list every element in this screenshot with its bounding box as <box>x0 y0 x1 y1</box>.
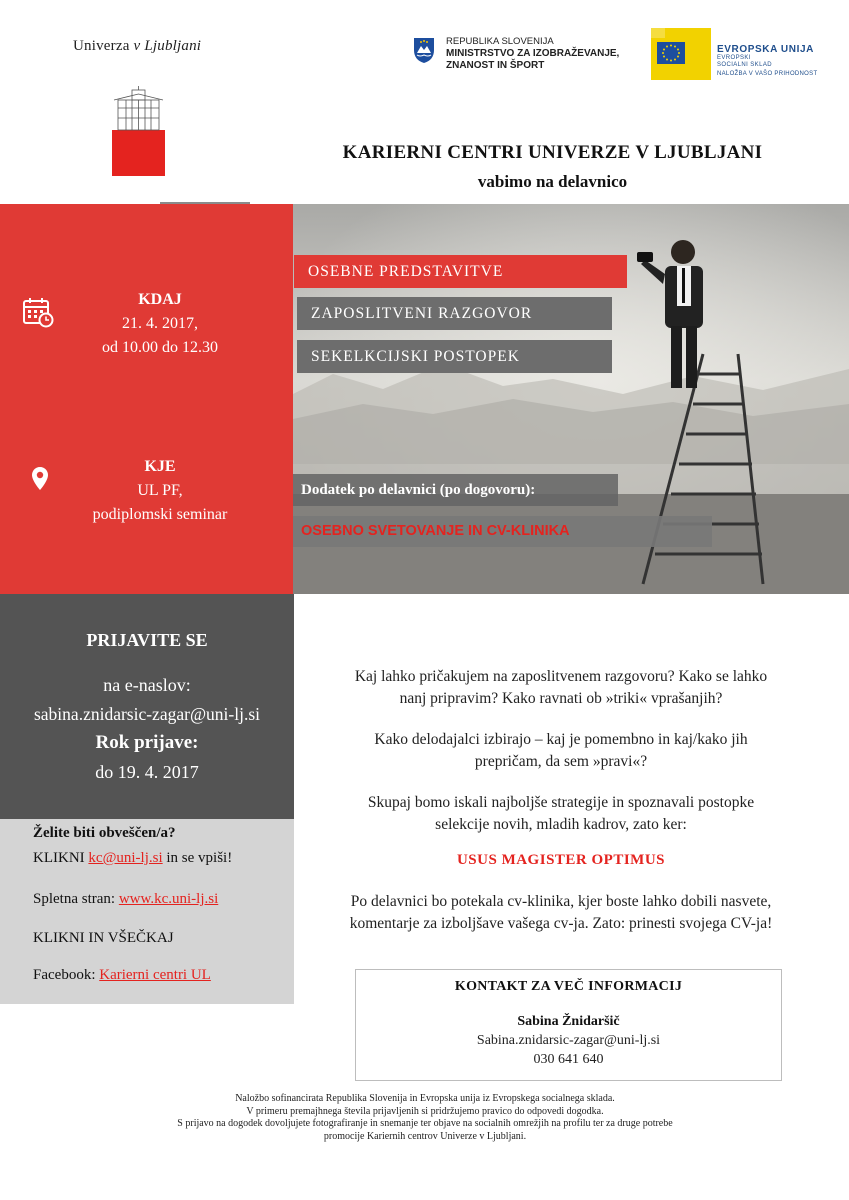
motto: USUS MAGISTER OPTIMUS <box>456 852 666 868</box>
where-room: podiplomski seminar <box>92 506 228 523</box>
event-where <box>60 455 260 523</box>
footer-notes <box>80 1093 770 1143</box>
newsletter-question: Želite biti obveščen/a? <box>33 825 176 841</box>
paragraph-2-line-2: prepričam, da sem »pravi«? <box>474 753 648 770</box>
university-logo <box>112 86 165 176</box>
website-line <box>33 891 218 908</box>
page-subtitle: vabimo na delavnico <box>477 172 628 191</box>
paragraph-1 <box>316 666 806 710</box>
footer-line-3: S prijavo na dogodek dovoljujete fotografiranje in snemanje ter objave na socialnih omrežjih na profilu ter za druge potrebe <box>177 1118 673 1129</box>
registration-email-label: na e-naslov: <box>103 675 191 695</box>
ministry-line-1: REPUBLIKA SLOVENIJA <box>446 36 554 47</box>
facebook-line <box>33 967 211 984</box>
deadline-date: do 19. 4. 2017 <box>95 762 199 782</box>
topic-1: OSEBNE PREDSTAVITVE <box>294 255 627 288</box>
newsletter-email-link[interactable]: kc@uni-lj.si <box>88 850 163 866</box>
addon-value: OSEBNO SVETOVANJE IN CV-KLINIKA <box>293 516 712 547</box>
paragraph-3 <box>316 792 806 836</box>
addon-label: Dodatek po delavnici (po dogovoru): <box>293 474 618 506</box>
contact-email[interactable]: Sabina.znidarsic-zagar@uni-lj.si <box>476 1033 661 1048</box>
contact-title: KONTAKT ZA VEČ INFORMACIJ <box>454 979 683 994</box>
calendar-icon <box>22 296 54 328</box>
paragraph-2 <box>316 729 806 773</box>
contact-box <box>355 969 782 1081</box>
paragraph-4-line-1: Po delavnici bo potekala cv-klinika, kjer boste lahko dobili nasvete, <box>350 893 772 910</box>
slovenia-coat-of-arms-icon <box>412 36 436 64</box>
eu-line-3: SOCIALNI SKLAD <box>717 62 772 68</box>
ministry-logo-block <box>412 36 619 72</box>
event-info-panel <box>0 204 293 594</box>
footer-line-1: Naložbo sofinancirata Republika Slovenija in Evropska unija iz Evropskega socialnega sklada. <box>235 1093 615 1104</box>
paragraph-2-line-1: Kako delodajalci izbirajo – kaj je pomembno in kaj/kako jih <box>374 731 748 748</box>
newsletter-prefix: KLIKNI <box>33 850 89 866</box>
eu-line-4: NALOŽBA V VAŠO PRIHODNOST <box>717 71 818 77</box>
contact-phone: 030 641 640 <box>533 1052 604 1067</box>
paragraph-3-line-1: Skupaj bomo iskali najboljše strategije in spoznavali postopke <box>367 794 755 811</box>
paragraph-4 <box>316 891 806 935</box>
university-name-prefix: Univerza <box>73 38 134 54</box>
event-when <box>60 288 260 360</box>
eu-line-1: EVROPSKA UNIJA <box>717 44 814 55</box>
registration-heading: PRIJAVITE SE <box>86 630 208 650</box>
facebook-prefix: Facebook: <box>33 967 100 983</box>
newsletter-suffix: in se vpiši! <box>162 850 233 866</box>
topic-3: SEKELKCIJSKI POSTOPEK <box>297 340 612 373</box>
website-prefix: Spletna stran: <box>33 891 119 907</box>
footer-line-4: promocije Kariernih centrov Univerze v Ljubljani. <box>323 1130 527 1142</box>
where-place: UL PF, <box>137 482 183 499</box>
paragraph-1-line-1: Kaj lahko pričakujem na zaposlitvenem razgovoru? Kako se lahko <box>354 668 768 685</box>
deadline-label: Rok prijave: <box>95 732 199 753</box>
eu-line-2: EVROPSKI <box>717 55 751 61</box>
university-name-italic: v Ljubljani <box>133 38 202 54</box>
when-date: 21. 4. 2017, <box>122 315 198 332</box>
paragraph-3-line-2: selekcije novih, mladih kadrov, zato ker: <box>435 816 687 833</box>
topic-2: ZAPOSLITVENI RAZGOVOR <box>297 297 612 330</box>
ministry-line-3: ZNANOST IN ŠPORT <box>446 60 545 71</box>
paragraph-1-line-2: nanj pripravim? Kako ravnati ob »triki« vprašanjih? <box>399 690 723 707</box>
eu-flag-icon <box>651 28 711 80</box>
when-time: od 10.00 do 12.30 <box>102 339 218 356</box>
paragraph-4-line-2: komentarje za izboljšave vašega cv-ja. Zato: prinesti svojega CV-ja! <box>349 915 773 932</box>
when-label: KDAJ <box>138 291 182 308</box>
location-pin-icon <box>31 466 49 492</box>
ministry-line-2: MINISTRSTVO ZA IZOBRAŽEVANJE, <box>446 48 620 59</box>
registration-email[interactable]: sabina.znidarsic-zagar@uni-lj.si <box>33 704 261 724</box>
university-name <box>73 38 201 55</box>
eu-logo-block <box>651 28 817 80</box>
website-link[interactable]: www.kc.uni-lj.si <box>118 891 219 907</box>
facebook-link[interactable]: Karierni centri UL <box>99 967 211 983</box>
contact-name: Sabina Žnidaršič <box>517 1014 620 1029</box>
page-title: KARIERNI CENTRI UNIVERZE V LJUBLJANI <box>342 142 763 163</box>
footer-line-2: V primeru premajhnega števila prijavljenih si pridržujemo pravico do odpovedi dogodka. <box>246 1105 604 1117</box>
newsletter-line <box>33 850 232 867</box>
where-label: KJE <box>144 458 176 475</box>
like-text: KLIKNI IN VŠEČKAJ <box>33 930 174 946</box>
